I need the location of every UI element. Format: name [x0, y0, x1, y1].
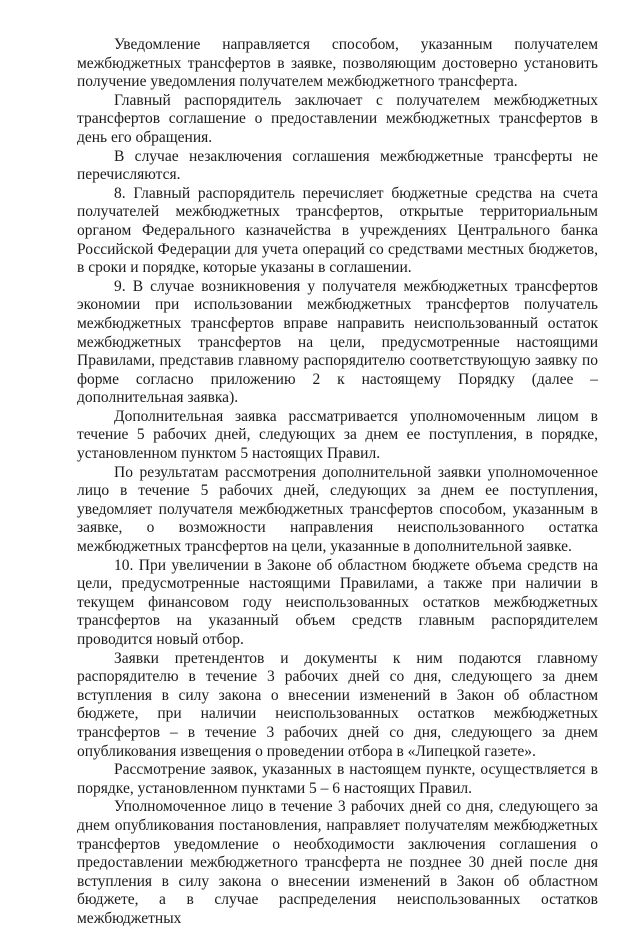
paragraph-review-results: По результатам рассмотрения дополнительной заявки уполномоченное лицо в течение 5 рабочих дней, следующих за днем ее поступления, уведомляет получателя межбюджетных трансфертов способом, указанным в заявке, о возможности направления неиспользованного остатка межбюджетных трансфертов на цели, указанные в дополнительной заявке. — [77, 463, 598, 556]
paragraph-item-9: 9. В случае возникновения у получателя межбюджетных трансфертов экономии при использовании межбюджетных трансфертов получатель межбюджетных трансфертов вправе направить неиспользованный остаток межбюджетных трансфертов на цели, предусмотренные настоящими Правилами, представив главному распорядителю соответствующую заявку по форме согласно приложению 2 к настоящему Порядку (далее – дополнительная заявка). — [77, 277, 598, 407]
paragraph-agreement-conclusion: Главный распорядитель заключает с получателем межбюджетных трансфертов соглашение о предоставлении межбюджетных трансфертов в день его обращения. — [77, 91, 598, 146]
paragraph-no-transfer: В случае незаключения соглашения межбюджетные трансферты не перечисляются. — [77, 147, 598, 184]
paragraph-item-8: 8. Главный распорядитель перечисляет бюджетные средства на счета получателей межбюджетных трансфертов, открытые территориальным органом Федерального казначейства в учреждениях Центрального банка Российской Федерации для учета операций со средствами местных бюджетов, в сроки и порядке, которые указаны в соглашении. — [77, 184, 598, 277]
paragraph-item-10: 10. При увеличении в Законе об областном бюджете объема средств на цели, предусмотренные настоящими Правилами, а также при наличии в текущем финансовом году неиспользованных остатков межбюджетных трансфертов на указанный объем средств главным распорядителем проводится новый отбор. — [77, 556, 598, 648]
paragraph-authorized-person-notice: Уполномоченное лицо в течение 3 рабочих дней со дня, следующего за днем опубликования постановления, направляет получателям межбюджетных трансфертов уведомление о необходимости заключения соглашения о предоставлении межбюджетного трансферта не позднее 30 дней после дня вступления в силу закона о внесении изменений в Закон об областном бюджете, а в случае распределения неиспользованных остатков межбюджетных — [77, 798, 598, 927]
paragraph-application-submission: Заявки претендентов и документы к ним подаются главному распорядителю в течение 3 рабочих дней со дня, следующего за днем вступления в силу закона о внесении изменений в Закон об областном бюджете, при наличии неиспользованных остатков межбюджетных трансфертов – в течение 3 рабочих дней со дня, следующего за днем опубликования извещения о проведении отбора в «Липецкой газете». — [77, 649, 598, 760]
paragraph-application-review: Рассмотрение заявок, указанных в настоящем пункте, осуществляется в порядке, установленном пунктами 5 – 6 настоящих Правил. — [77, 761, 598, 797]
paragraph-additional-request-review: Дополнительная заявка рассматривается уполномоченным лицом в течение 5 рабочих дней, следующих за днем ее поступления, в порядке, установленном пунктом 5 настоящих Правил. — [77, 407, 598, 463]
paragraph-notification-method: Уведомление направляется способом, указанным получателем межбюджетных трансфертов в заявке, позволяющим достоверно установить получение уведомления получателем межбюджетного трансферта. — [77, 36, 598, 91]
